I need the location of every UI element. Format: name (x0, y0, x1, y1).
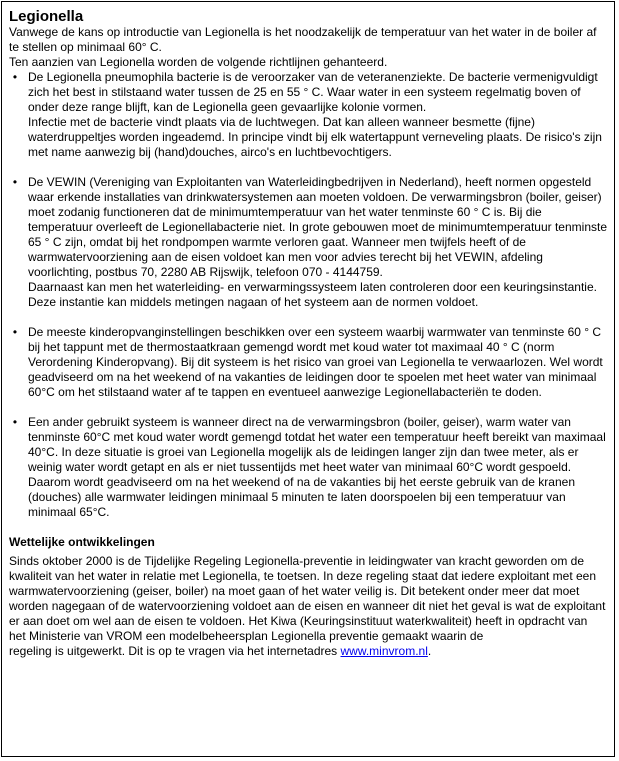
section-period: . (427, 644, 432, 658)
section-body: Sinds oktober 2000 is de Tijdelijke Regeling Legionella-preventie in leidingwater van kracht geworden om de kwaliteit van het water in relatie met Legionella, te toetsen. In deze regeling staat dat iedere exploitant met een warmwatervoorziening (geiser, boiler) na moet gaan of het water veilig is. Dit betekent onder meer dat moet worden nagegaan of de watervoorziening voldoet aan de eisen en wanneer dit niet het geval is wat de exploitant er aan doet om wel aan de eisen te voldoen. Het Kiwa (Keuringsinstituut waterkwaliteit) heeft in opdracht van het Ministerie van VROM een modelbeheersplan Legionella preventie gemaakt waarin de (9, 554, 606, 643)
bullet-icon: • (12, 415, 18, 429)
list-item-text: De meeste kinderopvanginstellingen beschikken over een systeem waarbij warmwater van tenminste 60 ° C bij het tappunt met de thermostaatkraan gemengd wordt met koud water tot maximaal 40 ° C (norm Verordening Kinderopvang). Bij dit systeem is het risico van groei van Legionella te verwaarlozen. Wel wordt geadviseerd om na het weekend of na vakanties de leidingen door te spoelen met heet water van minimaal 60°C om het stilstaand water af te tappen en eventueel aanwezige Legionellabacteriën te doden. (28, 325, 603, 399)
bullet-icon: • (12, 325, 18, 339)
section-body-end-text: regeling is uitgewerkt. Dit is op te vragen via het internetadres (9, 644, 341, 658)
list-item-text: De VEWIN (Vereniging van Exploitanten van Waterleidingbedrijven in Nederland), heeft normen opgesteld waar erkende installaties van drinkwatersystemen aan moeten voldoen. De verwarmingsbron (boiler, geiser) moet zodanig functioneren dat de minimumtemperatuur van het water tenminste 60 ° C is. Bij die temperatuur overleeft de Legionellabacterie niet. In grote gebouwen moet de minimumtemperatuur tenminste 65 ° C zijn, omdat bij het rondpompen warmte verloren gaat. Wanneer men twijfels heeft of de warmwatervoorziening aan de eisen voldoet kan men voor advies terecht bij het VEWIN, afdeling voorlichting, postbus 70, 2280 AB Rijswijk, telefoon 070 - 4144759. (28, 175, 607, 279)
list-item (9, 175, 607, 310)
minvrom-link[interactable]: www.minvrom.nl (340, 644, 428, 658)
list-item (9, 325, 607, 400)
list-item-extra: Infectie met de bacterie vindt plaats via de luchtwegen. Dat kan alleen wanneer besmette (fijne) waterdruppeltjes worden ingeademd. In principe vindt bij elk watertappunt verneveling plaats. De risico's zijn met name aanwezig bij (hand)douches, airco's en luchtbevochtigers. (28, 115, 602, 159)
list-item (9, 70, 607, 160)
list-item-extra: Daarnaast kan men het waterleiding- en verwarmingssysteem laten controleren door een keuringsinstantie. Deze instantie kan middels metingen nagaan of het systeem aan de normen voldoet. (28, 280, 597, 309)
list-item-text: Een ander gebruikt systeem is wanneer direct na de verwarmingsbron (boiler, geiser), warm water van tenminste 60°C met koud water wordt gemengd totdat het water een temperatuur heeft bereikt van maximaal 40°C. In deze situatie is groei van Legionella mogelijk als de leidingen langer zijn dan twee meter, als er weinig water wordt getapt en als er niet tussentijds met heet water van minimaal 60°C wordt gespoeld. Daarom wordt geadviseerd om na het weekend of na de vakanties bij het eerste gebruik van de kranen (douches) alle warmwater leidingen minimaal 5 minuten te laten doorspoelen bij een temperatuur van minimaal 65°C. (28, 415, 606, 519)
section-heading: Wettelijke ontwikkelingen (9, 535, 155, 549)
list-item (9, 415, 607, 520)
intro-paragraph-2: Ten aanzien van Legionella worden de volgende richtlijnen gehanteerd. (9, 55, 388, 69)
document-frame (1, 1, 615, 757)
page-title: Legionella (9, 8, 84, 25)
guideline-list (9, 70, 607, 520)
section-body-end (9, 644, 607, 659)
list-item-text: De Legionella pneumophila bacterie is de veroorzaker van de veteranenziekte. De bacterie vermenigvuldigt zich het best in stilstaand water tussen de 25 en 55 ° C. Waar water in een systeem regelmatig boven of onder deze range blijft, kan de Legionella geen gevaarlijke kolonie vormen. (28, 70, 598, 114)
bullet-icon: • (12, 175, 18, 189)
intro-paragraph-1: Vanwege de kans op introductie van Legionella is het noodzakelijk de temperatuur van het water in de boiler af te stellen op minimaal 60° C. (9, 25, 597, 54)
bullet-icon: • (12, 70, 18, 84)
